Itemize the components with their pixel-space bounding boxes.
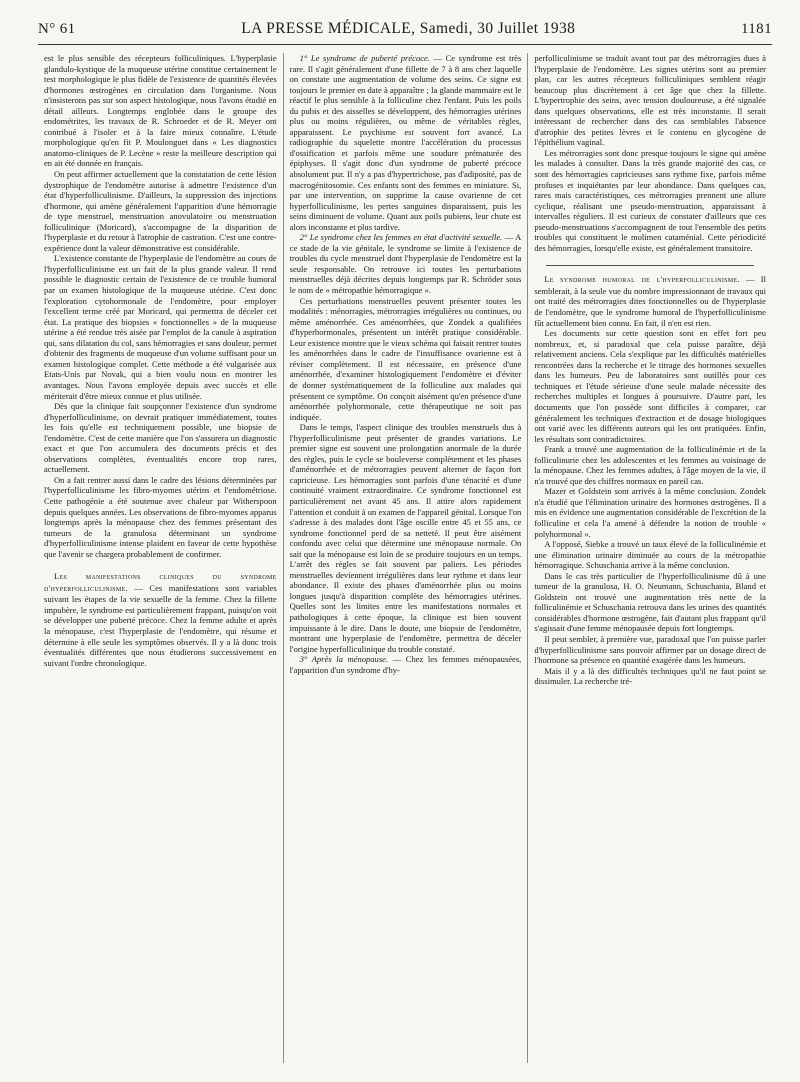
paragraph: Dans le cas très particulier de l'hyperfolliculinisme dû à une tumeur de la granulosa, H. O. Neumann, Schuschania, Bland et Goldstein ont trouvé une augmentation très nette de la folliculinémie et Schuschania retrouva dans les urines des quantités considérables d'hormone œstrogène, fait d'autant plus frappant qu'il s'agissait d'une femme ménopausée depuis fort longtemps.: [534, 570, 766, 634]
article-columns: [38, 53, 772, 1063]
issue-number: N° 61: [38, 21, 76, 37]
paragraph-text: — A ce stade de la vie génitale, le syndrome se limite à l'existence de troubles du cycle menstruel dont l'hyperplasie de l'endomètre est la seule responsable. On retrouve ici toutes les perturbations menstruelles déjà décrites depuis longtemps par R. Schröder sous le nom de « métropathie hémorragique ».: [289, 232, 522, 296]
paragraph: A l'opposé, Siebke a trouvé un taux élevé de la folliculinémie et une élimination urinaire diminuée au cours de la métropathie hémorragique. Schuschania arrive à la même conclusion.: [534, 539, 766, 571]
section-paragraph: [290, 53, 522, 232]
paragraph: Mais il y a là des difficultés techniques qu'il ne faut point se dissimuler. La recherche tré-: [534, 665, 766, 687]
paragraph-text: — Il semblerait, à la seule vue du nombre impressionnant de travaux qui ont traité des métrorragies dites fonctionnelles ou de l'hyperplasie de l'endomètre, que le syndrome humoral de l'hyperfolliculinisme fût actuellement bien connu. En fait, il n'en est rien.: [534, 274, 766, 328]
journal-title-line: [241, 20, 575, 38]
paragraph-text: — Chez les femmes ménopausées, l'apparition d'un syndrome d'hy-: [289, 654, 522, 675]
subsection-title: 2° Le syndrome chez les femmes en état d'activité sexuelle.: [299, 232, 503, 243]
page-header: [38, 20, 772, 45]
paragraph: Dans le temps, l'aspect clinique des troubles menstruels dus à l'hyperfolliculinisme peut présenter de grandes variations. Le premier signe est souvent une prolongation anormale de la durée des règles, puis le cycle se bouleverse complètement et les phases d'aménorrhée et de métrorragies peuvent alterner de façon fort capricieuse. Les hémorragies sont parfois d'une ténacité et d'une continuité vraiment extraordinaire. Ce syndrome fonctionnel est particulièrement net avant 45 ans. Il attire alors rapidement l'attention et conduit à un examen de l'appareil génital. Lorsque l'on s'adresse à des malades dont l'âge oscille entre 45 et 55 ans, ce syndrome fonctionnel perd de sa netteté. Il peut être aisément confondu avec celui que détermine une ménopause normale. On sait que la ménopause est loin de se produire toujours en un temps. L'arrêt des règles se fait souvent par paliers. Les périodes menstruelles deviennent irrégulières dans leur rythme et dans leur abondance. Il existe des phases d'aménorrhée plus ou moins longues jusqu'à disparition complète des hémorragies utérines. Quelles sont les limites entre les manifestations normales et pathologiques à cette époque, la clinique est bien souvent impuissante à le dire. Dans le doute, une biopsie de l'endomètre, montrant une hyperplasie de l'endomètre, permettra de déceler l'origine hyperfolliculinique du trouble constaté.: [289, 422, 522, 654]
paragraph: Les documents sur cette question sont en effet fort peu nombreux, et, si paradoxal que cela puisse paraître, déjà relativement anciens. Cela s'explique par les difficultés matérielles rencontrées dans la recherche et le titrage des hormones sexuelles dans les humeurs. Peu de laboratoires sont outillés pour ces techniques et l'étude sérieuse d'une seule malade nécessite des recherches multiples et longues à poursuivre. D'autre part, les documents que l'on possède sont difficiles à comparer, car généralement les techniques d'extraction et de dosage biologiques ont varié avec les différents auteurs qui les ont pratiquées. Enfin, les résultats sont contradictoires.: [534, 328, 766, 444]
paragraph: Il peut sembler, à première vue, paradoxal que l'on puisse parler d'hyperfolliculinisme sans pouvoir affirmer par un dosage direct de l'hormone sa présence en quantité exagérée dans les humeurs.: [534, 633, 766, 666]
paragraph: L'existence constante de l'hyperplasie de l'endomètre au cours de l'hyperfolliculinisme est un fait de la plus grande valeur. Il rend possible le diagnostic certain de l'existence de ce trouble humoral par un examen histologique de la muqueuse utérine. C'est donc l'exploration cytohormonale de l'endomètre, pour employer l'excellent terme créé par Moricard, qui permettra de déceler cet état. La pratique des biopsies « fonctionnelles » de la muqueuse utérine a été rendue très aisée par l'emploi de la canule à aspiration qui, sans dilatation du col, sans hémorragies et sans douleur, permet d'obtenir des fragments de muqueuse d'un volume suffisant pour un examen histologique complet. Cette méthode a été vulgarisée aux Etats-Unis par Novak, qui a bien voulu nous en montrer les avantages. Nous l'avons employée depuis avec succès et elle mériterait d'être mieux connue et plus utilisée.: [44, 253, 277, 401]
paragraph-text: — Ces manifestations sont variables suivant les étapes de la vie sexuelle de la femme. Chez la fillette impubère, le syndrome est particulièrement frappant, puisqu'on voit se développer une puberté précoce. Chez la femme adulte et après la ménopause, c'est l'hyperplasie de l'endomètre, qui résume et détermine à elle seule les symptômes observés. Il y a là donc trois éventualités différentes que nous étudierons successivement en suivant l'ordre chronologique.: [44, 582, 277, 668]
column-1: [38, 53, 283, 1063]
paragraph: Ces perturbations menstruelles peuvent présenter toutes les modalités : ménorragies, métrorragies irrégulières ou continues, ou même aménorrhée. Ces aménorrhées, que Zondek a qualifiées d'hyperhormonales, présentent un intérêt pratique considérable. Leur existence montre que le vieux schéma qui faisait rentrer toutes les aménorrhées dans le cadre de l'insuffisance ovarienne est à réviser complètement. Il est nécessaire, en présence d'une aménorrhée, d'examiner histologiquement l'endomètre et d'éviter de donner systématiquement de la folliculine aux malades qui présentent ce symptôme. On conçoit aisément qu'en présence d'une aménorrhée polyhormonale, cette thérapeutique ne soit pas indiquée.: [289, 295, 522, 422]
paragraph: perfolliculinisme se traduit avant tout par des métrorragies dues à l'hyperplasie de l'endomètre. Les signes utérins sont au premier plan, car les autres récepteurs folliculiniques semblent réagir beaucoup plus discrètement à cet âge que chez la fillette. L'hypertrophie des seins, avec tension douloureuse, a été signalée dans quelques observations, elle est très inconstante. Il serait intéressant de rechercher dans des cas semblables l'absence d'atrophie des petites lèvres et le contenu en glycogène de l'épithélium vaginal.: [534, 53, 766, 148]
column-3: [527, 53, 772, 1063]
subsection-title: 1° Le syndrome de puberté précoce.: [299, 53, 430, 63]
journal-name: LA PRESSE MÉDICALE,: [241, 20, 416, 37]
section-paragraph: [534, 274, 766, 328]
section-paragraph: [44, 571, 277, 668]
section-paragraph: [290, 654, 522, 675]
section-divider: [546, 265, 754, 266]
paragraph: Mazer et Goldstein sont arrivés à la même conclusion. Zondek n'a étudié que l'élimination urinaire des hormones œstrogènes. Il a mis en évidence une augmentation considérable de l'excrétion de la folliculine et cela l'a amené à défendre la notion de trouble « polyhormonal ».: [534, 486, 766, 539]
paragraph: Les métrorragies sont donc presque toujours le signe qui amène les malades à consulter. Dans la très grande majorité des cas, ce sont des hémorragies capricieuses sans rythme fixe, parfois même profuses et inquiétantes par leur abondance. Dans quelques cas, rares mais caractéristiques, ces métrorragies prennent une allure cyclique, réalisant une pseudo-menstruation, apparaissant à intervalles réguliers. Il est curieux de constater d'ailleurs que ces pseudo-menstruations s'accompagnent de tout l'ensemble des petits troubles qui constituent le molimen cataménial. Cette périodicité des hémorragies, lorsqu'elle existe, est généralement transitoire.: [534, 147, 766, 253]
issue-date: Samedi, 30 Juillet 1938: [419, 20, 576, 37]
paragraph: Dès que la clinique fait soupçonner l'existence d'un syndrome d'hyperfolliculinisme, on devrait pratiquer immédiatement, toutes les fois qu'elle est techniquement possible, une biopsie de l'endomètre. C'est de cette manière que l'on s'assurera un diagnostic exact et que l'on accumulera des documents précis et des observations complètes, éventualités encore trop rares, actuellement.: [44, 401, 277, 475]
page-number: 1181: [740, 21, 772, 37]
paragraph: On a fait rentrer aussi dans le cadre des lésions déterminées par l'hyperfolliculinisme les fibro-myomes utérins et l'endométriose. Cette pathogénie a été soutenue avec chaleur par Witherspoon depuis quelques années. Les observations de fibro-myomes apparus longtemps après la ménopause chez des femmes présentant des tumeurs de la granulosa déterminant un syndrome d'hyperfolliculinisme intense plaident en faveur de cette hypothèse que l'avenir se chargera probablement de confirmer.: [44, 474, 277, 559]
column-2: [283, 53, 528, 1063]
paragraph: est le plus sensible des récepteurs folliculiniques. L'hyperplasie glandulo-kystique de la muqueuse utérine constitue certainement le test morphologique le plus fidèle de l'existence de quantités élevées d'hormones œstrogènes en circulation dans l'organisme. Nous n'insisterons pas sur son aspect histologique, nous l'avons étudié en détail ailleurs. Longtemps englobée dans le groupe des endométrites, les travaux de R. Schroeder et de R. Meyer ont contribué à l'isoler et à la faire mieux connaître. L'étude morphologique qu'en fit P. Moulonguet dans « Les diagnostics anatomo-cliniques de P. Lecène » reste la meilleure description qui en ait été donnée en français.: [44, 53, 277, 169]
subsection-title: 3° Après la ménopause.: [299, 654, 389, 665]
section-title: Le syndrome humoral de l'hyperfolliculinisme.: [544, 275, 740, 285]
section-title: Les manifestations cliniques du syndrome d'hyperfolliculinisme.: [44, 572, 277, 593]
section-paragraph: [290, 232, 522, 295]
paragraph-text: — Ce syndrome est très rare. Il s'agit généralement d'une fillette de 7 à 8 ans chez laquelle on constate une augmentation de volume des seins. Ce signe est toujours le premier en date à apparaître ; la glande mammaire est le réactif le plus sensible à la folliculine chez l'enfant. Puis les poils du pubis et des aisselles se développent, des hémorragies utérines plus ou moins régulières, ou même de véritables règles, apparaissent. Le psychisme est souvent fort avancé. La radiographie du squelette montre l'accélération du processus d'ossification et parfois même une soudure prématurée des épiphyses. Il s'agit donc d'un syndrome de puberté précoce absolument pur. Il n'y a pas d'hypertrichose, pas d'adiposité, pas de macrogénitosomie. Ces enfants sont des femmes en miniature. Si, par une intervention, on supprime la cause ovarienne de cet hyperfolliculinisme, les pertes sanguines disparaissent, puis les seins diminuent de volume. Quant aux poils pubiens, leur chute est alors inconstante et plus tardive.: [289, 53, 522, 232]
paragraph: Frank a trouvé une augmentation de la folliculinémie et de la folliculinurie chez les adolescentes et les femmes au voisinage de la ménopause. Chez les femmes adultes, à l'âge moyen de la vie, il n'a trouvé que des chiffres normaux en pareil cas.: [534, 444, 766, 486]
paragraph: On peut affirmer actuellement que la constatation de cette lésion dystrophique de l'endomètre autorise à admettre l'existence d'un état d'hyperfolliculinisme. D'ailleurs, la suppression des injections d'hormone, qui amène généralement l'apparition d'une hémorragie de type menstruel, menstruation anovulatoire ou menstruation folliculinique (Moricard), s'accompagne de la disparition de l'hyperplasie et du retour à l'atrophie de castration. C'est une contre-expérience dont la valeur démonstrative est considérable.: [44, 169, 277, 253]
